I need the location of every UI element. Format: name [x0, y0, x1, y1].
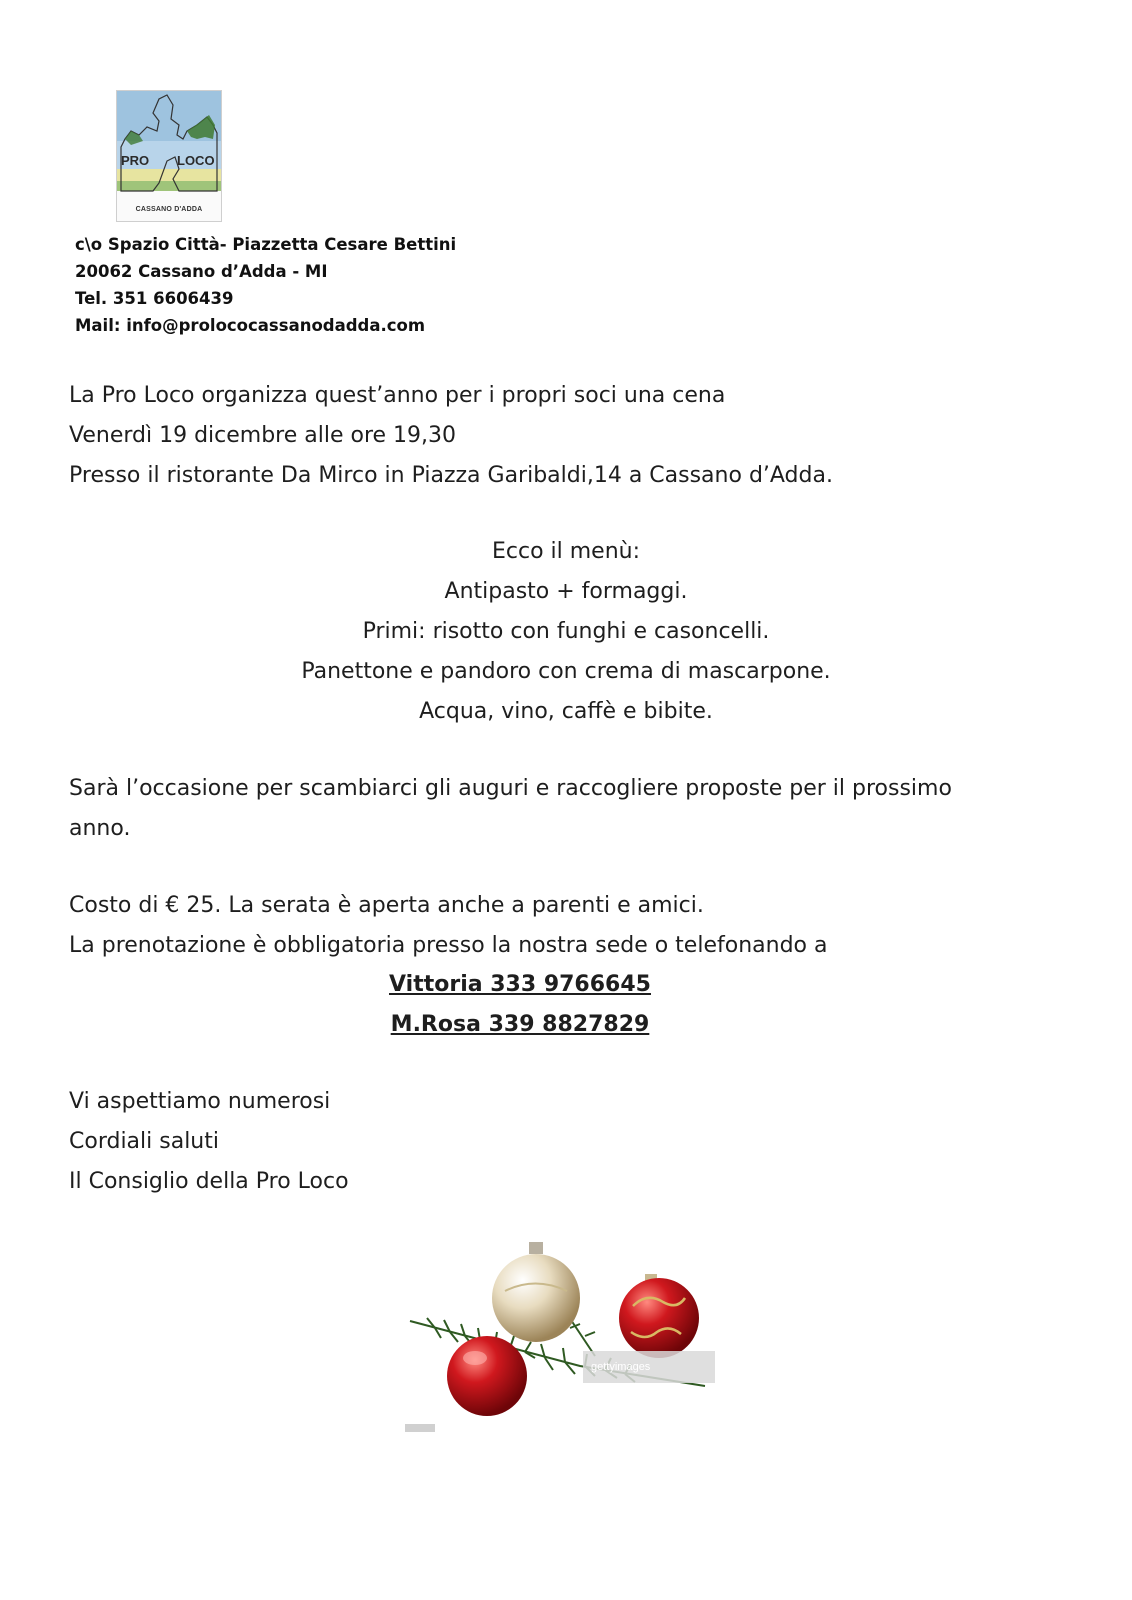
menu-item: Antipasto + formaggi.: [444, 579, 688, 604]
watermark-text: gettyimages: [591, 1361, 651, 1373]
intro-venue-line: Presso il ristorante Da Mirco in Piazza Garibaldi,14 a Cassano d’Adda.: [69, 463, 833, 488]
caption-bar: [405, 1424, 435, 1432]
menu-item: Panettone e pandoro con crema di mascarpone.: [301, 659, 831, 684]
address-line: c\o Spazio Città- Piazzetta Cesare Bettini: [75, 235, 457, 254]
closing-line: Cordiali saluti: [69, 1129, 219, 1154]
closing-block: [69, 1082, 1069, 1202]
christmas-ornaments-image: [405, 1236, 725, 1446]
intro-date-line: Venerdì 19 dicembre alle ore 19,30: [69, 423, 457, 448]
occasion-line: Sarà l’occasione per scambiarci gli auguri e raccogliere proposte per il prossimo: [69, 776, 952, 801]
booking-line: La prenotazione è obbligatoria presso la nostra sede o telefonando a: [69, 933, 828, 958]
red-ornament-icon: [619, 1278, 699, 1358]
logo-word-pro: PRO: [121, 153, 150, 168]
occasion-paragraph: [69, 769, 1069, 849]
gold-ornament-icon: [492, 1254, 580, 1342]
logo-city: CASSANO D'ADDA: [135, 206, 203, 213]
menu-heading: Ecco il menù:: [491, 539, 641, 564]
occasion-line: anno.: [69, 816, 131, 841]
address-city: 20062 Cassano d’Adda - MI: [75, 262, 328, 281]
intro-paragraph: [69, 376, 1069, 496]
red-ornament-icon: [447, 1336, 527, 1416]
logo-word-loco: LOCO: [177, 153, 215, 168]
menu-item: Primi: risotto con funghi e casoncelli.: [362, 619, 770, 644]
cost-paragraph: [69, 886, 1069, 966]
cost-line: Costo di € 25. La serata è aperta anche a parenti e amici.: [69, 893, 704, 918]
address-block: [75, 231, 456, 339]
contacts-block: [0, 965, 1040, 1045]
menu-item: Acqua, vino, caffè e bibite.: [419, 699, 713, 724]
menu-section: [0, 532, 1132, 732]
intro-line: La Pro Loco organizza quest’anno per i propri soci una cena: [69, 383, 726, 408]
signature-line: Il Consiglio della Pro Loco: [69, 1169, 349, 1194]
pro-loco-logo: [116, 90, 222, 222]
address-phone: Tel. 351 6606439: [75, 289, 234, 308]
address-email: Mail: info@prolococassanodadda.com: [75, 316, 426, 335]
contact-mrosa: M.Rosa 339 8827829: [390, 1012, 650, 1037]
ornament-cap-icon: [529, 1242, 543, 1254]
closing-line: Vi aspettiamo numerosi: [69, 1089, 331, 1114]
highlight-icon: [463, 1351, 487, 1365]
contact-vittoria: Vittoria 333 9766645: [389, 972, 651, 997]
